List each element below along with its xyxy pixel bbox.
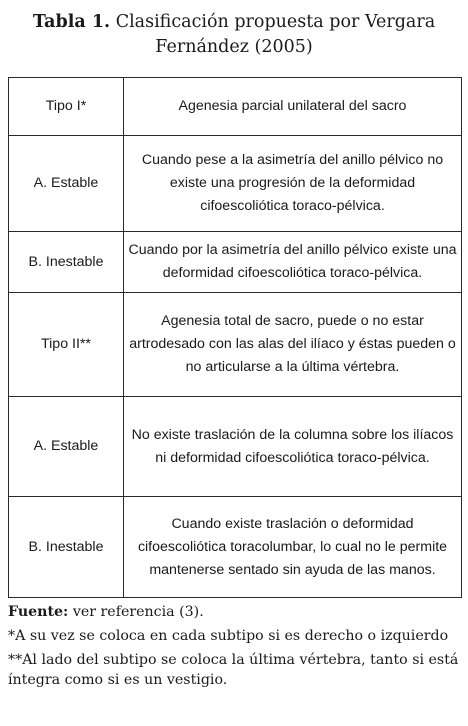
table-row [9,136,462,232]
description-cell: Cuando existe traslación o deformidad cifoescoliótica toracolumbar, lo cual no le permite mantenerse sentado sin ayuda de las manos. [124,497,462,598]
description-cell: Agenesia parcial unilateral del sacro [124,78,462,136]
type-cell: B. Inestable [9,232,124,293]
footnote-1: *A su vez se coloca en cada subtipo si es derecho o izquierdo [8,628,449,644]
type-cell: A. Estable [9,397,124,497]
type-cell: Tipo I* [9,78,124,136]
source-label: Fuente: [8,604,69,620]
footnote-2: **Al lado del subtipo se coloca la última vértebra, tanto si está íntegra como si es un vestigio. [8,652,459,688]
description-cell: Agenesia total de sacro, puede o no estar artrodesado con las alas del ilíaco y éstas pueden o no articularse a la última vértebra. [124,293,462,397]
source-line [8,602,463,622]
type-cell: A. Estable [9,136,124,232]
source-text: ver referencia (3). [72,604,204,620]
table-row [9,497,462,598]
table-row [9,232,462,293]
classification-table [8,77,462,598]
table-row [9,293,462,397]
table-row [9,78,462,136]
table-row [9,397,462,497]
type-cell: B. Inestable [9,497,124,598]
description-cell: No existe traslación de la columna sobre los ilíacos ni deformidad cifoescoliótica toraco-pélvica. [124,397,462,497]
caption-text: Clasificación propuesta por Vergara Fernández (2005) [115,12,436,57]
description-cell: Cuando pese a la asimetría del anillo pélvico no existe una progresión de la deformidad cifoescoliótica toraco-pélvica. [124,136,462,232]
table-footnotes [8,602,463,694]
caption-label: Tabla 1. [32,12,111,32]
table-caption [0,10,468,60]
description-cell: Cuando por la asimetría del anillo pélvico existe una deformidad cifoescoliótica toraco-pélvica. [124,232,462,293]
type-cell: Tipo II** [9,293,124,397]
